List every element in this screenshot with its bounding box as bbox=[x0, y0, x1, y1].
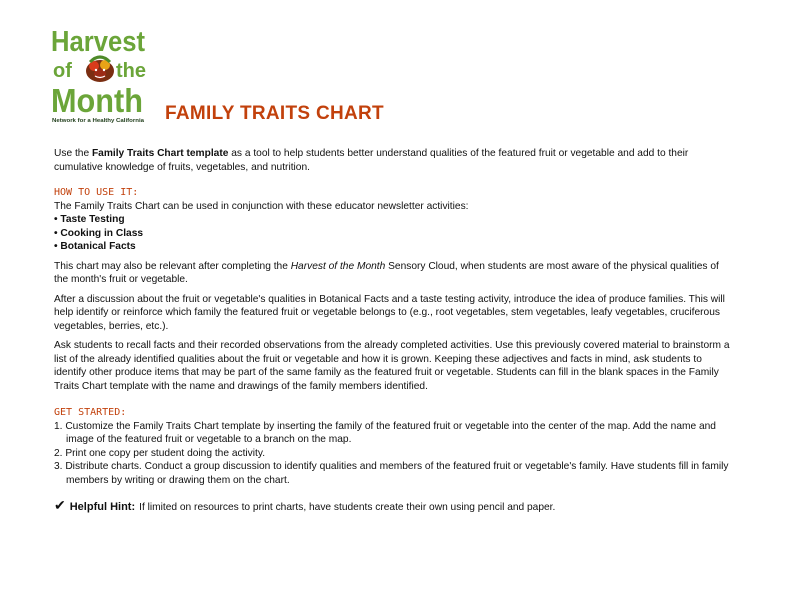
intro-suffix: as a tool to help students better understand qualities of the featured fruit or vegetable and add to their cumulative knowledge of fruits, vegetables, and nutrition. bbox=[54, 148, 689, 173]
hint-text: If limited on resources to print charts, have students create their own using pencil and paper. bbox=[139, 502, 556, 513]
brainstorm-paragraph: Ask students to recall facts and their recorded observations from the already completed activities. Use this previously covered material to brainstorm a list of the already identified qualities about the fruit or vegetable and how it is grown. Keeping these adjectives and facts in mind, ask students to identify other produce items that may be part of the same family as the featured fruit or vegetable. Students can fill in the blank spaces in the Family Traits Chart template with the name and drawings of the family members identified. bbox=[54, 340, 730, 392]
document-body bbox=[54, 147, 734, 515]
logo-graphic bbox=[50, 24, 150, 128]
intro-prefix: Use the bbox=[54, 148, 92, 159]
checkmark-icon: ✔ bbox=[54, 497, 66, 513]
page-title: FAMILY TRAITS CHART bbox=[165, 103, 384, 124]
steps-list bbox=[54, 420, 734, 488]
produce-families-paragraph: After a discussion about the fruit or vegetable's qualities in Botanical Facts and a taste testing activity, introduce the idea of produce families. This will help identify or reinforce which family the featured fruit or vegetable belongs to (e.g., root vegetables, stem vegetables, leafy vegetables, cruciferous vegetables, berries, etc.). bbox=[54, 293, 725, 332]
produce-basket-icon bbox=[86, 57, 114, 82]
activity-list bbox=[54, 213, 734, 254]
para2-prefix: This chart may also be relevant after completing the bbox=[54, 260, 291, 272]
list-item: 3. Distribute charts. Conduct a group discussion to identify qualities and members of the featured fruit or vegetable's family. Have students fill in family members by writing or drawing them on the chart. bbox=[54, 461, 729, 486]
intro-template-name: Family Traits Chart template bbox=[91, 148, 229, 159]
logo-line-month: Month bbox=[51, 82, 143, 119]
helpful-hint bbox=[54, 499, 734, 515]
list-item: • Taste Testing bbox=[54, 214, 125, 225]
list-item: • Cooking in Class bbox=[54, 227, 144, 239]
logo-line-of: of bbox=[53, 60, 72, 82]
intro-paragraph bbox=[54, 147, 734, 174]
para2-italic: Harvest of the Month bbox=[290, 260, 386, 272]
list-item: 2. Print one copy per student doing the activity. bbox=[54, 447, 266, 459]
list-item: • Botanical Facts bbox=[54, 241, 136, 252]
harvest-of-the-month-logo bbox=[50, 24, 150, 128]
logo-tagline: Network for a Healthy California bbox=[52, 118, 145, 124]
sensory-cloud-paragraph bbox=[54, 260, 734, 287]
get-started-heading: GET STARTED: bbox=[54, 407, 127, 418]
how-to-lead: The Family Traits Chart can be used in conjunction with these educator newsletter activities: bbox=[54, 200, 469, 212]
logo-line-harvest: Harvest bbox=[51, 26, 146, 58]
list-item: 1. Customize the Family Traits Chart template by inserting the family of the featured fruit or vegetable into the center of the map. Add the name and image of the featured fruit or vegetable to a branch on the map. bbox=[54, 420, 716, 445]
para2-suffix: Sensory Cloud, when students are most aware of the physical qualities of the month's fruit or vegetable. bbox=[54, 260, 719, 285]
hint-label: Helpful Hint: bbox=[69, 501, 136, 513]
logo-line-the: the bbox=[116, 60, 146, 82]
how-to-heading: HOW TO USE IT: bbox=[54, 187, 139, 198]
